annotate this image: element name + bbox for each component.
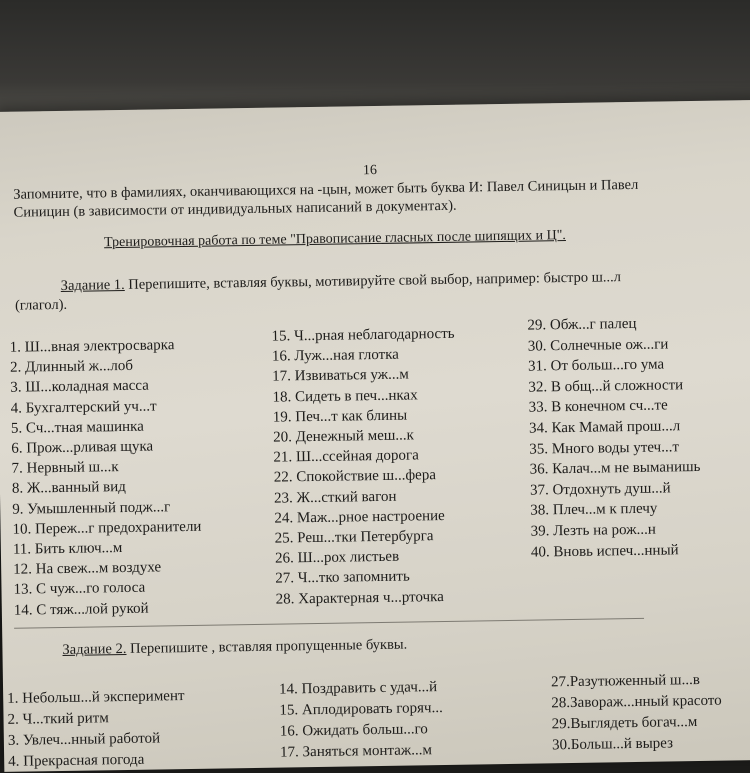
list-item: 37. Отдохнуть душ...й (529, 480, 671, 499)
task2-label: Задание 2. (62, 640, 127, 658)
list-item: 14. С тяж...лой рукой (13, 600, 149, 619)
list-item: 5. Сч...тная машинка (10, 418, 144, 437)
task1-column-1 (10, 335, 203, 621)
task1-instruction-cont: (глагол). (14, 296, 68, 314)
task2-instruction (62, 636, 407, 659)
list-item: 40. Вновь испеч...нный (530, 541, 679, 561)
list-item: 32. В общ...й сложности (528, 376, 684, 396)
list-item: 29.Выглядеть богач...м (551, 714, 698, 733)
list-item: 12. На свеж...м воздухе (13, 559, 162, 578)
note-line-1: Запомните, что в фамилиях, оканчивающихся на -цын, может быть буква И: Павел Синицын и Павел (13, 176, 639, 203)
list-item: 3. Ш...коладная масса (10, 378, 149, 397)
list-item: 11. Бить ключ...м (12, 540, 123, 558)
list-item: 20. Денежный меш...к (273, 427, 415, 446)
list-item: 33. В конечном сч...те (528, 397, 668, 417)
list-item: 16. Ожидать больш...го (279, 721, 428, 740)
list-item: 13. С чуж...го голоса (13, 580, 146, 599)
list-item: 31. От больш...го ума (527, 356, 665, 375)
task1-label: Задание 1. (60, 276, 125, 294)
list-item: 17. Заняться монтаж...м (279, 742, 433, 761)
list-item: 14. Поздравить с удач...й (278, 679, 438, 698)
task1-column-3 (527, 313, 702, 563)
list-item: 1. Небольш...й эксперимент (7, 688, 185, 707)
list-item: 30. Солнечные ож...ги (527, 336, 669, 355)
list-item: 4. Бухгалтерский уч...т (10, 398, 157, 417)
list-item: 26. Ш...рох листьев (274, 548, 400, 567)
list-item: 2. Длинный ж...лоб (9, 358, 134, 376)
list-item: 8. Ж...ванный вид (11, 479, 126, 498)
list-item: 38. Плеч...м к плечу (530, 500, 658, 519)
list-item: 35. Много воды утеч...т (529, 438, 680, 458)
list-item: 39. Лезть на рож...н (530, 521, 656, 540)
task2-text: Перепишите , вставляя пропущенные буквы. (126, 636, 408, 657)
list-item: 19. Печ...т как блины (272, 407, 408, 426)
task2-column-2 (279, 677, 444, 764)
list-item: 1. Ш...вная электросварка (9, 337, 175, 356)
task1-column-2 (271, 324, 458, 610)
list-item: 6. Прож...рливая щука (11, 438, 154, 457)
list-item: 15. Аплодировать горяч... (279, 700, 443, 719)
list-item: 30.Больш...й вырез (551, 735, 674, 754)
task2-column-3 (551, 670, 723, 757)
list-item: 3. Увлеч...нный работой (7, 730, 161, 749)
task2-column-1 (7, 686, 186, 773)
list-item: 22. Спокойствие ш...фера (273, 467, 437, 487)
page-number: 16 (362, 162, 378, 179)
list-item: 27.Разутюженный ш...в (550, 671, 701, 691)
section-divider (14, 618, 644, 629)
list-item: 4. Прекрасная погода (8, 751, 145, 770)
list-item: 7. Нервный ш...к (11, 459, 119, 477)
task1-instruction (61, 268, 622, 295)
list-item: 23. Ж...сткий вагон (273, 488, 397, 507)
note-line-2: Синицин (в зависимости от индивидуальных написаний в документах). (13, 197, 457, 221)
list-item: 16. Луж...ная глотка (271, 346, 400, 365)
list-item: 34. Как Мамай прош...л (528, 418, 681, 437)
textbook-page (0, 100, 750, 772)
list-item: 25. Реш...тки Петербурга (274, 528, 434, 547)
list-item: 10. Переж...г предохранители (12, 518, 202, 538)
worksheet-title: Тренировочная работа по теме "Правописание гласных после шипящих и Ц". (103, 228, 566, 251)
list-item: 29. Обж...г палец (527, 315, 637, 334)
list-item: 27. Ч...тко запомнить (275, 568, 410, 588)
list-item: 9. Умышленный подж...г (12, 498, 171, 518)
list-item: 28.Завораж...нный красото (551, 692, 722, 712)
list-item: 28. Характерная ч...рточка (275, 588, 444, 608)
list-item: 36. Калач...м не выманишь (529, 459, 701, 478)
list-item: 15. Ч...рная неблагодарность (271, 325, 455, 345)
list-item: 17. Извиваться уж...м (272, 366, 409, 386)
list-item: 18. Сидеть в печ...нках (272, 386, 418, 406)
list-item: 24. Маж...рное настроение (274, 507, 445, 527)
list-item: 21. Ш...ссейная дорога (273, 447, 419, 466)
task1-text: Перепишите, вставляя буквы, мотивируйте свой выбор, например: быстро ш...л (124, 269, 622, 293)
list-item: 2. Ч...ткий ритм (7, 710, 109, 728)
